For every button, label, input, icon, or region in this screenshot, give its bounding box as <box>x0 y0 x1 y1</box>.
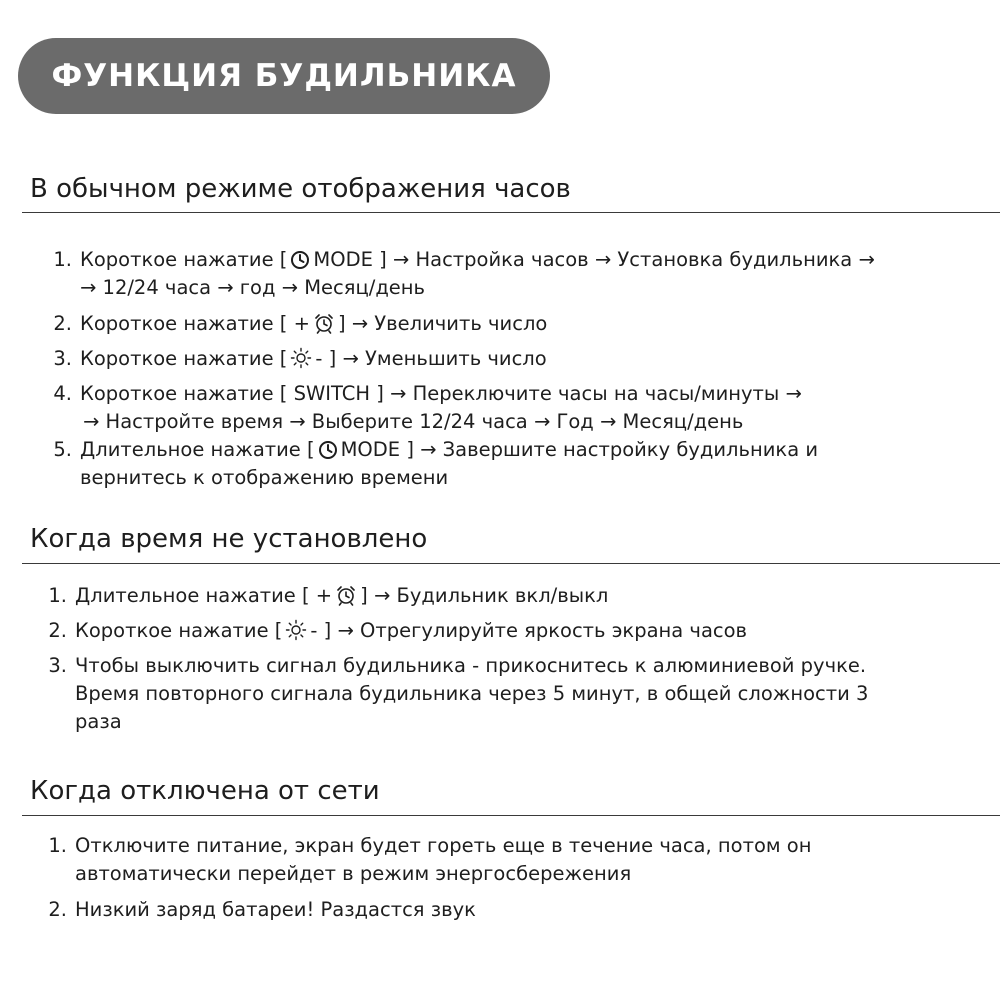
section-heading-time-not-set: Когда время не установлено <box>30 524 428 554</box>
list-item: 1. Длительное нажатие [ + ] → Будильник вкл/выкл <box>48 584 609 607</box>
sun-brightness-icon <box>290 347 312 369</box>
list-item: 3. Короткое нажатие [ - ] → Уменьшить число <box>53 347 547 370</box>
list-item: 2. Низкий заряд батареи! Раздастся звук <box>48 898 476 921</box>
page-title: ФУНКЦИЯ БУДИЛЬНИКА <box>51 58 517 94</box>
alarm-clock-icon <box>313 312 335 334</box>
list-normal-mode <box>53 246 875 492</box>
list-item: 3. Чтобы выключить сигнал будильника - прикоснитесь к алюминиевой ручке. Время повторного сигнала будильника через 5 минут, в общей сложности 3 раза <box>48 654 869 733</box>
list-unplugged <box>48 832 812 931</box>
section-heading-unplugged: Когда отключена от сети <box>30 776 380 806</box>
list-item: 2. Короткое нажатие [ + ] → Увеличить число <box>53 312 548 335</box>
section-heading-normal-mode: В обычном режиме отображения часов <box>30 174 571 204</box>
section-divider <box>22 212 1000 213</box>
section-divider <box>22 815 1000 816</box>
title-banner <box>18 38 550 114</box>
list-item: 1. Короткое нажатие [ MODE ] → Настройка часов → Установка будильника → → 12/24 часа → год → Месяц/день <box>53 248 875 299</box>
list-time-not-set <box>48 582 869 736</box>
alarm-clock-icon <box>335 584 357 606</box>
clock-icon <box>318 440 338 460</box>
section-divider <box>22 563 1000 564</box>
list-item: 2. Короткое нажатие [ - ] → Отрегулируйте яркость экрана часов <box>48 619 748 642</box>
sun-brightness-icon <box>285 619 307 641</box>
list-item: 1. Отключите питание, экран будет гореть еще в течение часа, потом он автоматически перейдет в режим энергосбережения <box>48 834 812 885</box>
clock-icon <box>290 250 310 270</box>
list-item: 4. Короткое нажатие [ SWITCH ] → Переключите часы на часы/минуты → → Настройте время → Выберите 12/24 часа → Год → Месяц/день <box>53 382 802 433</box>
list-item: 5. Длительное нажатие [ MODE ] → Завершите настройку будильника и вернитесь к отображению времени <box>53 438 819 489</box>
